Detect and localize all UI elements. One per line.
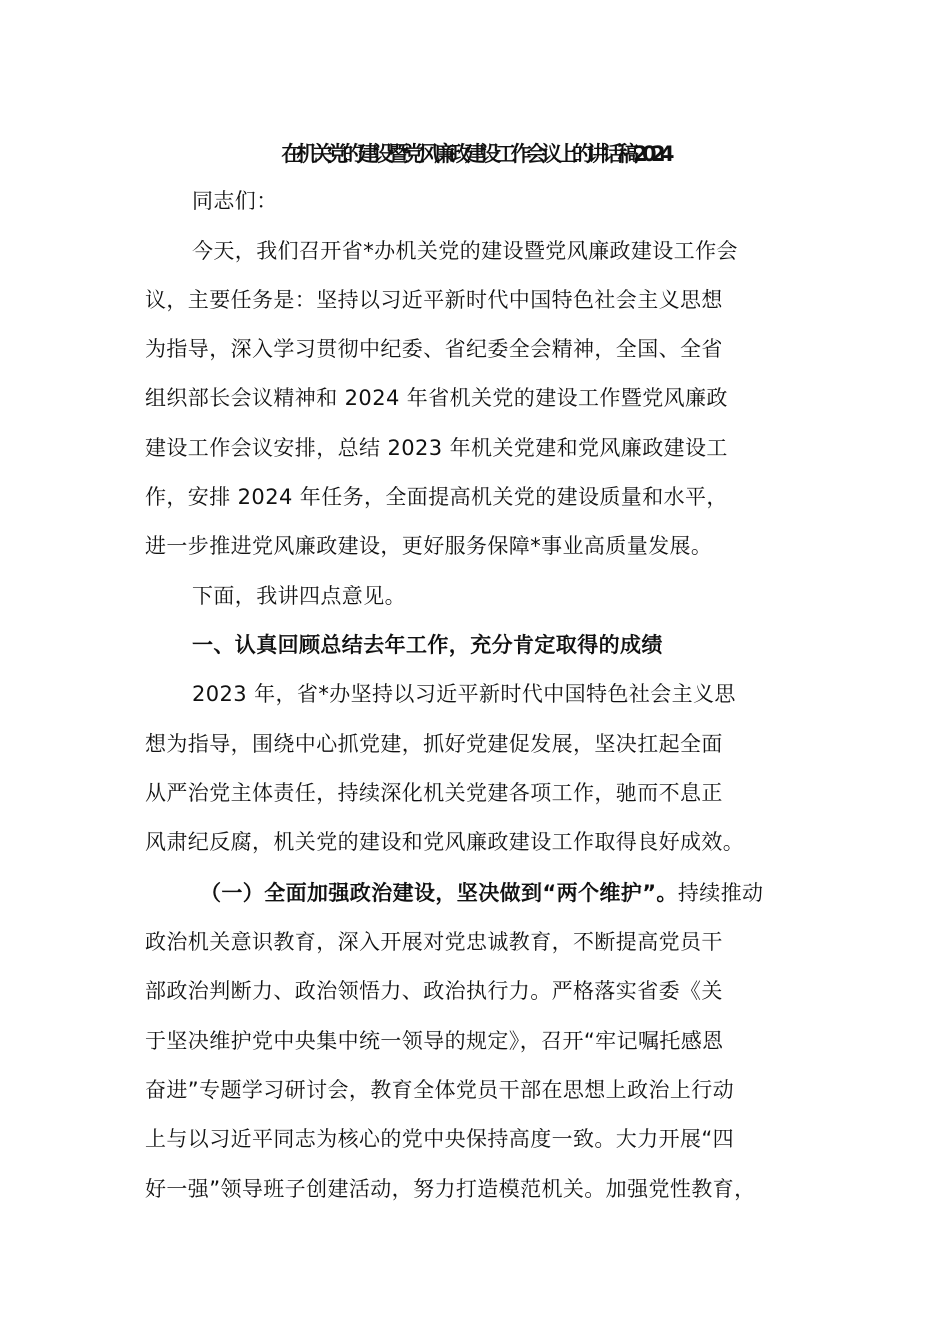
paragraph-4-line-5: 上与以习近平同志为核心的党中央保持高度一致。大力开展“四 (145, 1127, 735, 1151)
subsection-1-line (200, 873, 763, 913)
paragraph-1-line-2: 议，主要任务是：坚持以习近平新时代中国特色社会主义思想 (145, 288, 723, 312)
paragraph-2: 下面，我讲四点意见。 (192, 584, 406, 608)
paragraph-3-line-3: 从严治党主体责任，持续深化机关党建各项工作，驰而不息正 (145, 781, 723, 805)
salutation: 同志们： (192, 189, 278, 213)
paragraph-4-line-4: 奋进”专题学习研讨会，教育全体党员干部在思想上政治上行动 (145, 1078, 735, 1102)
paragraph-1-line-1: 今天，我们召开省*办机关党的建设暨党风廉政建设工作会 (192, 239, 738, 263)
subsection-1-lead: 持续推动 (677, 881, 764, 905)
subsection-1-heading: （一）全面加强政治建设，坚决做到“两个维护”。 (200, 881, 678, 905)
paragraph-1-line-6: 作，安排 2024 年任务，全面提高机关党的建设质量和水平， (145, 485, 728, 509)
paragraph-3-line-2: 想为指导，围绕中心抓党建，抓好党建促发展，坚决扛起全面 (145, 732, 723, 756)
paragraph-3-line-4: 风肃纪反腐，机关党的建设和党风廉政建设工作取得良好成效。 (145, 830, 745, 854)
paragraph-4-line-2: 部政治判断力、政治领悟力、政治执行力。严格落实省委《关 (145, 979, 723, 1003)
paragraph-1-line-4: 组织部长会议精神和 2024 年省机关党的建设工作暨党风廉政 (145, 386, 728, 410)
paragraph-4-line-3: 于坚决维护党中央集中统一领导的规定》，召开“牢记嘱托感恩 (145, 1029, 724, 1053)
paragraph-1-line-5: 建设工作会议安排，总结 2023 年机关党建和党风廉政建设工 (145, 436, 728, 460)
paragraph-3-line-1: 2023 年，省*办坚持以习近平新时代中国特色社会主义思 (192, 682, 736, 706)
paragraph-4-line-6: 好一强”领导班子创建活动，努力打造模范机关。加强党性教育， (145, 1177, 756, 1201)
paragraph-1-line-7: 进一步推进党风廉政建设，更好服务保障*事业高质量发展。 (145, 534, 713, 558)
paragraph-1-line-3: 为指导，深入学习贯彻中纪委、省纪委全会精神，全国、全省 (145, 337, 723, 361)
paragraph-4-line-1: 政治机关意识教育，深入开展对党忠诚教育，不断提高党员干 (145, 930, 723, 954)
section-1-heading: 一、认真回顾总结去年工作，充分肯定取得的成绩 (192, 633, 663, 657)
document-title: 在机关党的建设暨党风廉政建设工作会议上的讲话稿2024 (281, 142, 669, 166)
